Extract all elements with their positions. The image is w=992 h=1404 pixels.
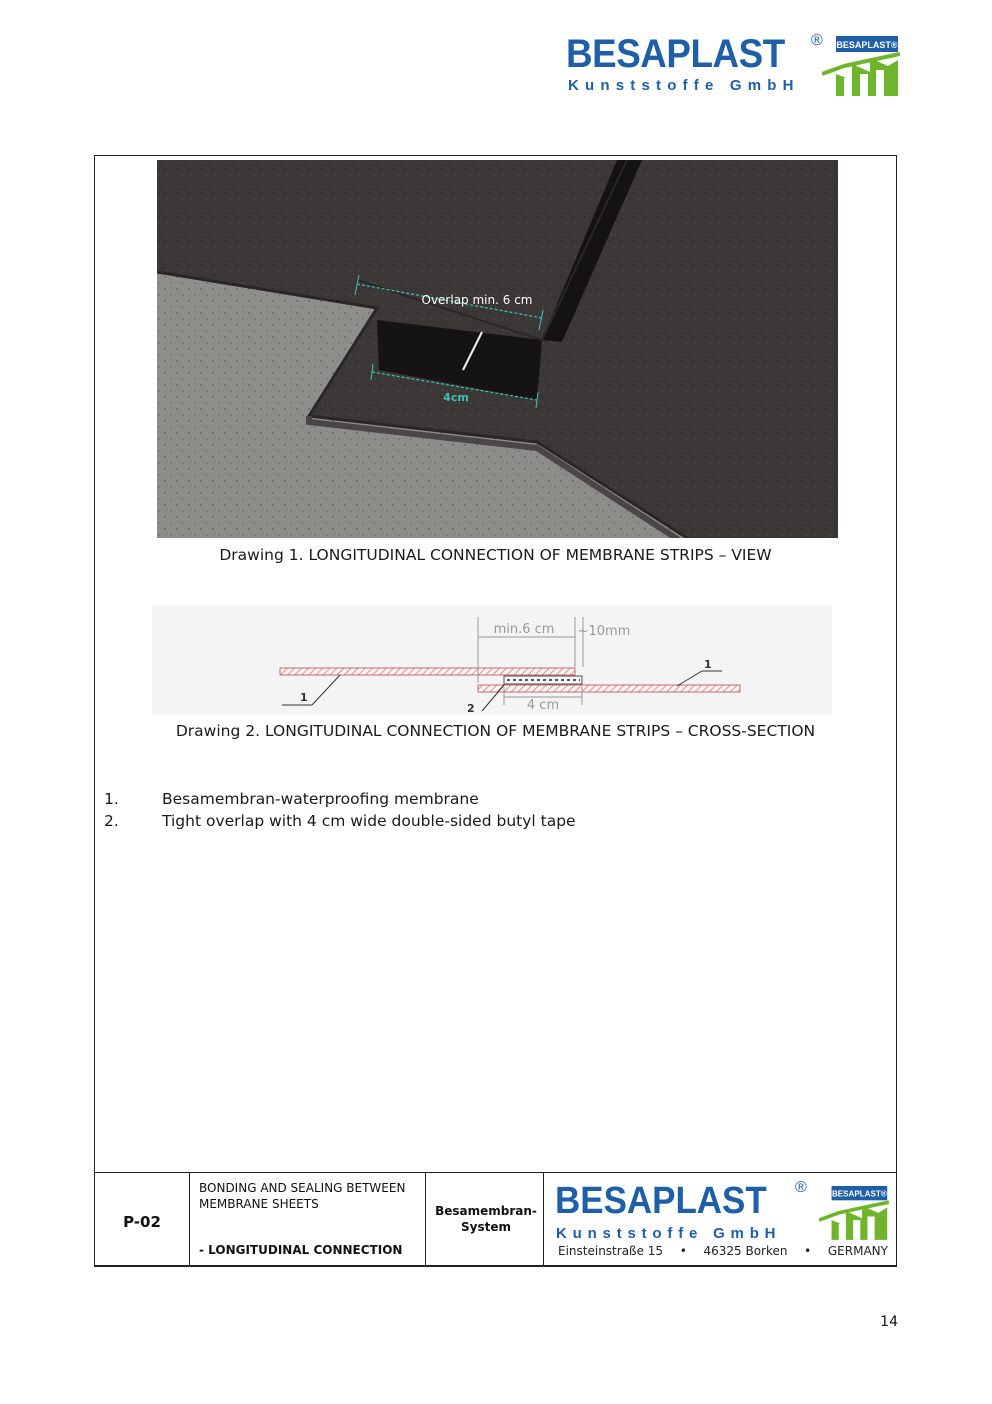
address-street: Einsteinstraße 15 (558, 1244, 664, 1258)
dim-overlap-label: min.6 cm (493, 622, 555, 637)
list-item-text: Besamembran-waterproofing membrane (162, 790, 479, 808)
drawing-2-cross-section (152, 605, 832, 715)
drawing-2-caption: Drawing 2. LONGITUDINAL CONNECTION OF MEMBRANE STRIPS – CROSS-SECTION (175, 722, 816, 740)
logo-badge-text: BESAPLAST® (836, 40, 898, 50)
legend-list (104, 788, 804, 832)
address-city: 46325 Borken (703, 1244, 788, 1258)
drawing-1-view (157, 160, 838, 538)
document-code: P-02 (123, 1213, 161, 1231)
callout-1-left: 1 (300, 691, 308, 704)
page-number: 14 (880, 1314, 898, 1330)
address-separator: • (804, 1244, 812, 1258)
logo-registered-mark: ® (811, 32, 823, 49)
list-item (104, 810, 804, 832)
company-logo (566, 30, 900, 100)
footer-subtitle: - LONGITUDINAL CONNECTION (199, 1243, 403, 1257)
tape-width-label: 4cm (443, 391, 469, 404)
list-item-number: 2. (104, 812, 119, 830)
footer-logo-subtitle: Kunststoffe GmbH (556, 1225, 782, 1242)
logo-subtitle: Kunststoffe GmbH (568, 77, 800, 94)
callout-1-right: 1 (704, 658, 712, 671)
dim-gap-label: ~10mm (577, 624, 631, 639)
dim-tape-label: 4 cm (526, 698, 560, 713)
list-item (104, 788, 804, 810)
footer-system: Besamembran- System (435, 1204, 537, 1234)
footer-logo-wordmark: BESAPLAST (555, 1180, 767, 1222)
callout-2: 2 (467, 702, 475, 715)
footer-table (94, 1172, 897, 1267)
list-item-text: Tight overlap with 4 cm wide double-sided butyl tape (162, 812, 576, 830)
logo-wordmark: BESAPLAST (566, 32, 785, 76)
footer-title: BONDING AND SEALING BETWEEN MEMBRANE SHEETS (199, 1181, 406, 1211)
address-separator: • (679, 1244, 687, 1258)
footer-logo-badge-text: BESAPLAST® (831, 1189, 887, 1199)
list-item-number: 1. (104, 790, 119, 808)
address-country: GERMANY (827, 1244, 888, 1258)
logo-badge-icon (822, 34, 900, 96)
footer-address (558, 1244, 888, 1258)
drawing-1-caption: Drawing 1. LONGITUDINAL CONNECTION OF MEMBRANE STRIPS – VIEW (219, 546, 772, 564)
footer-logo-registered-mark: ® (795, 1179, 807, 1196)
membrane-right (478, 685, 740, 692)
overlap-label: Overlap min. 6 cm (421, 293, 533, 307)
membrane-left (280, 668, 575, 675)
footer-logo-badge-icon (819, 1183, 889, 1241)
